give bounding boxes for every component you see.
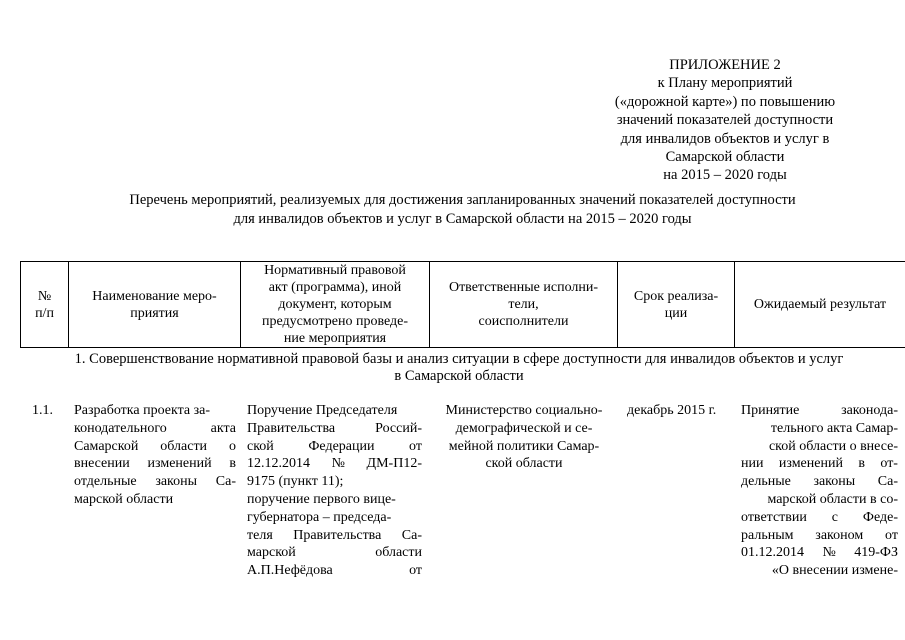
table-header-row [21, 262, 905, 348]
section-heading [20, 351, 898, 385]
row-name-line: внесении изменений в [74, 456, 236, 472]
row-result-line: ральным законом от [741, 527, 898, 543]
row-act-line: марской области [247, 545, 422, 561]
header-result: Ожидаемый результат [735, 262, 905, 348]
header-deadline: Срок реализа- ции [618, 262, 735, 348]
row-responsible [430, 402, 618, 473]
row-number: 1.1. [32, 403, 53, 418]
row-responsible-line: Министерство социально- [445, 403, 603, 418]
row-act-line: 9175 (пункт 11); [247, 474, 344, 490]
row-result-line: марской области в со- [767, 491, 898, 507]
title-line: для инвалидов объектов и услуг в Самарской области на 2015 – 2020 годы [233, 210, 692, 227]
row-responsible-line: мейной политики Самар- [448, 438, 600, 454]
row-act-line: теля Правительства Са- [247, 527, 422, 543]
appendix-line: значений показателей доступности [616, 112, 834, 129]
row-act-line: ской Федерации от [247, 438, 422, 454]
measures-table [20, 261, 905, 348]
row-result-line: тельного акта Самар- [770, 420, 898, 436]
row-act-line: 12.12.2014 № ДМ-П12- [247, 456, 422, 472]
appendix-line: ПРИЛОЖЕНИЕ 2 [669, 57, 781, 73]
row-result [741, 402, 898, 580]
row-deadline: декабрь 2015 г. [627, 403, 717, 418]
row-act-line: Поручение Председателя [247, 403, 398, 418]
appendix-header [560, 56, 890, 185]
appendix-line: для инвалидов объектов и услуг в [620, 130, 830, 147]
row-result-line: ской области о внесе- [768, 438, 898, 454]
row-act-line: А.П.Нефёдова от [247, 563, 422, 579]
row-responsible-line: ской области [485, 456, 563, 472]
row-name-line: марской области [74, 491, 174, 507]
row-act [247, 402, 422, 580]
row-result-line: «О внесении измене- [771, 563, 898, 579]
row-result-line: нии изменений в от- [741, 456, 898, 472]
appendix-line: к Плану мероприятий [657, 75, 793, 92]
row-name-line: отдельные законы Са- [74, 474, 236, 490]
row-act-line: Правительства Россий- [247, 420, 422, 436]
appendix-line: («дорожной карте») по повышению [614, 93, 836, 110]
row-name-line: Разработка проекта за- [74, 403, 211, 418]
header-number: № п/п [21, 262, 69, 348]
header-name: Наименование меро- приятия [69, 262, 241, 348]
row-result-line: Принятие законода- [741, 403, 898, 418]
section-line: в Самарской области [394, 368, 524, 384]
appendix-line: на 2015 – 2020 годы [663, 167, 787, 184]
header-act: Нормативный правовой акт (программа), иной документ, которым предусмотрено проведе- ние мероприятия [241, 262, 430, 348]
document-title [40, 191, 885, 228]
section-line: 1. Совершенствование нормативной правовой базы и анализ ситуации в сфере доступности для инвалидов объектов и услуг [74, 351, 844, 367]
row-result-line: ответствии с Феде- [741, 509, 898, 525]
appendix-line: Самарской области [665, 149, 785, 166]
header-responsible: Ответственные исполни- тели, соисполнители [430, 262, 618, 348]
row-act-line: поручение первого вице- [247, 491, 396, 507]
row-name-line: Самарской области о [74, 438, 236, 454]
row-responsible-line: демографической и се- [455, 420, 593, 436]
row-act-line: губернатора – председа- [247, 509, 392, 525]
row-result-line: 01.12.2014 № 419-ФЗ [741, 545, 898, 561]
row-result-line: дельные законы Са- [741, 474, 898, 490]
row-name [74, 402, 236, 509]
row-name-line: конодательного акта [74, 420, 236, 436]
title-line: Перечень мероприятий, реализуемых для достижения запланированных значений показателей доступности [129, 192, 796, 208]
